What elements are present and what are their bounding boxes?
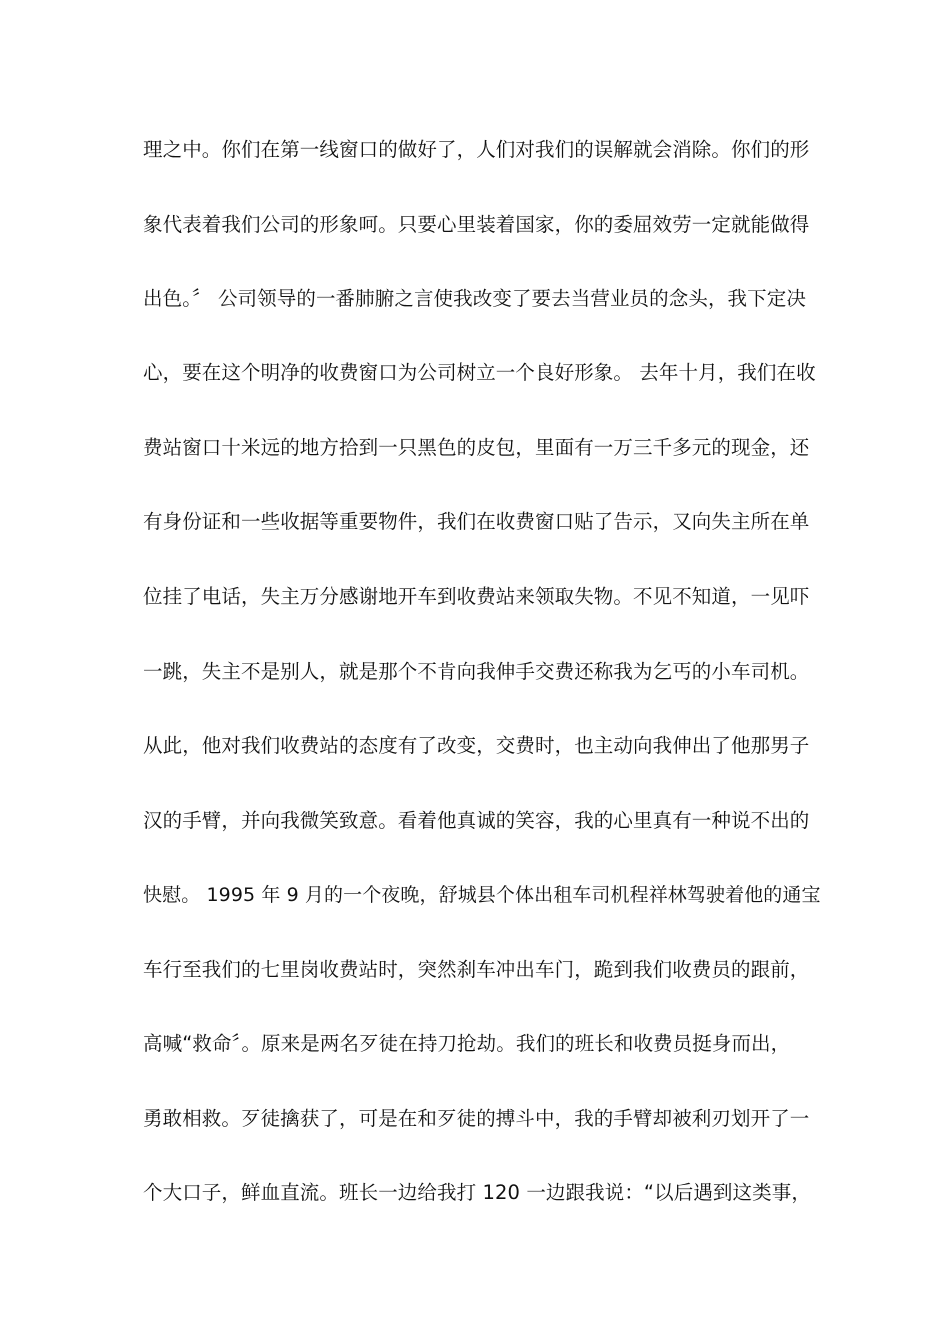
text-line: 理之中。你们在第一线窗口的做好了，人们对我们的误解就会消除。你们的形 [143, 138, 810, 161]
text-line: 有身份证和一些收据等重要物件，我们在收费窗口贴了告示，又向失主所在单 [143, 510, 810, 533]
text-line: 个大口子，鲜血直流。班长一边给我打 120 一边跟我说：“以后遇到这类事， [143, 1181, 811, 1204]
text-line: 高喊“救命〞。原来是两名歹徒在持刀抢劫。我们的班长和收费员挺身而出， [143, 1032, 791, 1055]
text-line: 勇敢相救。歹徒擒获了，可是在和歹徒的搏斗中，我的手臂却被利刃划开了一 [143, 1107, 810, 1130]
text-line: 费站窗口十米远的地方拾到一只黑色的皮包，里面有一万三千多元的现金，还 [143, 436, 810, 459]
text-line: 心，要在这个明净的收费窗口为公司树立一个良好形象。 去年十月，我们在收 [143, 361, 816, 384]
text-line: 象代表着我们公司的形象呵。只要心里装着国家，你的委屈效劳一定就能做得 [143, 213, 810, 236]
text-line: 汉的手臂，并向我微笑致意。看着他真诚的笑容，我的心里真有一种说不出的 [143, 809, 810, 832]
text-line: 出色。〞 公司领导的一番肺腑之言使我改变了要去当营业员的念头，我下定决 [143, 287, 806, 310]
text-line: 车行至我们的七里岗收费站时，突然刹车冲出车门，跪到我们收费员的跟前， [143, 958, 810, 981]
text-line: 位挂了电话，失主万分感谢地开车到收费站来领取失物。不见不知道，一见吓 [143, 585, 810, 608]
text-line: 从此，他对我们收费站的态度有了改变，交费时，也主动向我伸出了他那男子 [143, 734, 810, 757]
text-line: 快慰。 1995 年 9 月的一个夜晚，舒城县个体出租车司机程祥林驾驶着他的通宝 [143, 884, 821, 906]
text-line: 一跳，失主不是别人，就是那个不肯向我伸手交费还称我为乞丐的小车司机。 [143, 660, 810, 683]
